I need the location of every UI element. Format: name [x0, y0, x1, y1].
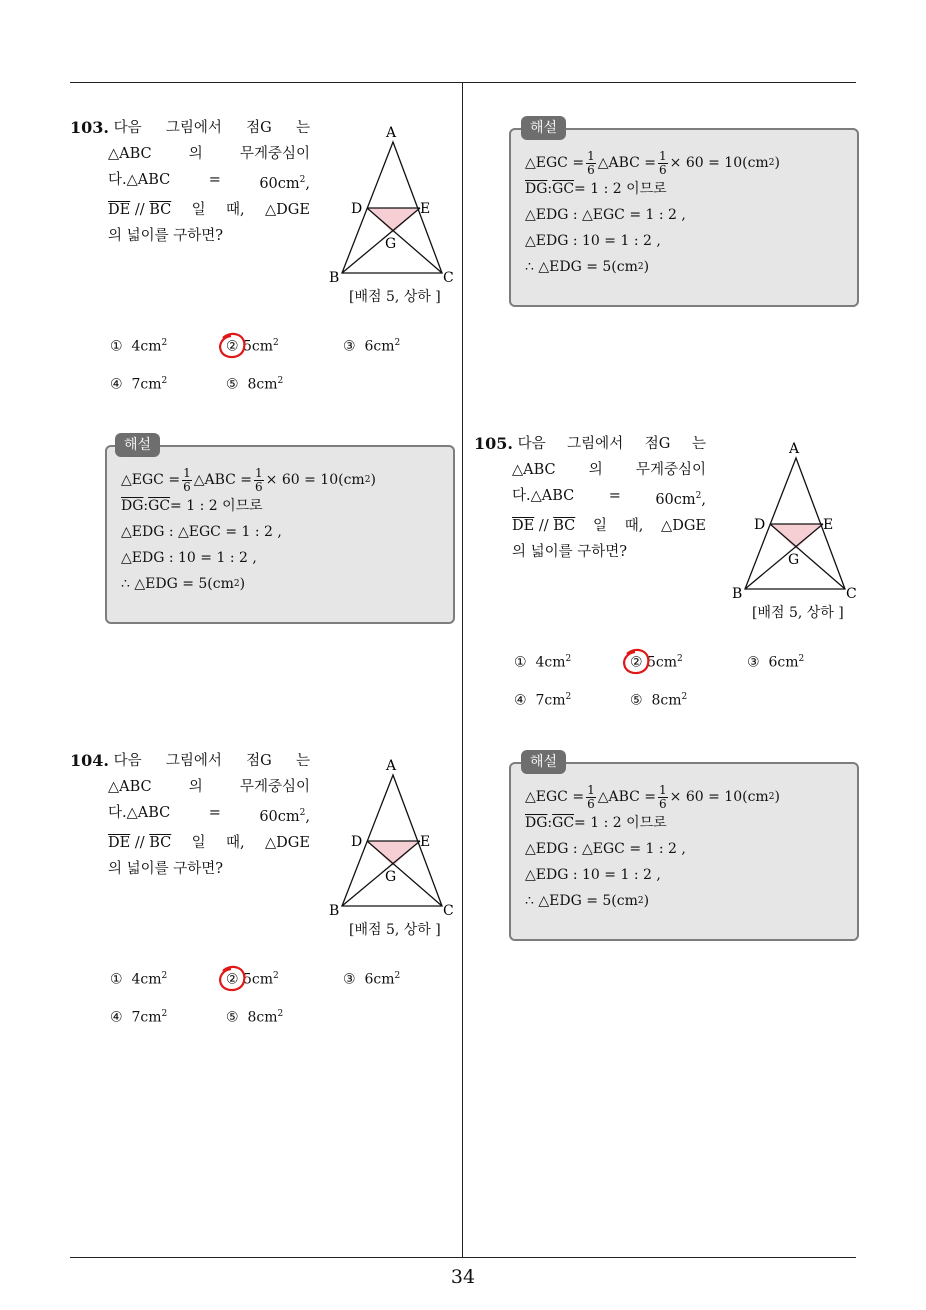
stem-word: 다.△ABC	[512, 488, 575, 504]
label-d: D	[754, 517, 766, 533]
label-d: D	[351, 201, 363, 217]
stem-word: 그림에서	[165, 120, 222, 136]
solution-tag: 해설	[521, 750, 566, 774]
answer-mark-icon	[621, 648, 655, 678]
label-e: E	[823, 517, 834, 533]
triangle-diagram	[325, 755, 465, 920]
solution-body: △EGC = $\frac{1}{6}$ △ABC = $\frac{1}{6}$ × 60 = 10(cm 2 ) $\overline{DG}$ : $\overline{GC}$ = 1 : 2 이므로 △EDG : △EGC = 1 : 2 , △EDG : 10 = 1 : 2 , ∴ △EDG = 5(cm 2 )	[121, 465, 376, 592]
source-label: [배점 5, 상하 ]	[349, 289, 441, 305]
stem-word: 다음	[113, 753, 142, 769]
label-c: C	[443, 903, 454, 919]
stem-line: 의 넓이를 구하면?	[108, 860, 224, 877]
solution-box-104	[509, 120, 859, 307]
stem-parallel: $\overline{DE} // \overline{BC}$	[108, 834, 172, 851]
solution-body: △EGC = $\frac{1}{6}$ △ABC = $\frac{1}{6}$ × 60 = 10(cm 2 ) $\overline{DG}$ : $\overline{GC}$ = 1 : 2 이므로 △EDG : △EGC = 1 : 2 , △EDG : 10 = 1 : 2 , ∴ △EDG = 5(cm 2 )	[525, 148, 780, 275]
stem-word: 때,	[226, 201, 245, 218]
stem-word: △ABC	[108, 146, 152, 162]
stem-word: 일	[191, 201, 206, 218]
label-a: A	[386, 125, 397, 141]
stem-word: △DGE	[265, 834, 310, 851]
solution-box-103	[105, 437, 455, 624]
choice-4[interactable]: ④ $7cm^2$	[110, 1009, 168, 1026]
label-c: C	[443, 270, 454, 286]
stem-word: 점G	[644, 436, 671, 452]
answer-mark-icon	[217, 332, 251, 362]
answer-mark-icon	[217, 965, 251, 995]
question-stem	[474, 431, 706, 565]
label-e: E	[420, 834, 431, 850]
bottom-rule	[70, 1257, 856, 1258]
solution-body: △EGC = $\frac{1}{6}$ △ABC = $\frac{1}{6}$ × 60 = 10(cm 2 ) $\overline{DG}$ : $\overline{GC}$ = 1 : 2 이므로 △EDG : △EGC = 1 : 2 , △EDG : 10 = 1 : 2 , ∴ △EDG = 5(cm 2 )	[525, 782, 780, 909]
question-number: 105.	[474, 434, 513, 453]
choice-1[interactable]: ① $4cm^2$	[514, 654, 572, 671]
stem-word: =	[208, 172, 221, 188]
stem-word: 무게중심이	[635, 462, 706, 478]
stem-word: 그림에서	[165, 753, 222, 769]
triangle-diagram	[728, 438, 868, 603]
stem-word: 무게중심이	[239, 146, 310, 162]
stem-parallel: $\overline{DE} // \overline{BC}$	[108, 201, 172, 218]
stem-word: 는	[295, 120, 310, 136]
stem-word: 다음	[517, 436, 546, 452]
choice-3[interactable]: ③ $6cm^2$	[343, 338, 401, 355]
question-stem	[70, 115, 310, 249]
choice-2[interactable]: ② $5cm^2$	[630, 654, 683, 671]
question-number: 104.	[70, 751, 109, 770]
label-b: B	[329, 903, 340, 919]
source-label: [배점 5, 상하 ]	[752, 605, 844, 621]
solution-tag: 해설	[521, 116, 566, 140]
choice-4[interactable]: ④ $7cm^2$	[514, 692, 572, 709]
choice-5[interactable]: ⑤ $8cm^2$	[630, 692, 688, 709]
choice-4[interactable]: ④ $7cm^2$	[110, 376, 168, 393]
label-c: C	[846, 586, 857, 602]
stem-word: 점G	[246, 753, 272, 769]
choice-5[interactable]: ⑤ $8cm^2$	[226, 376, 284, 393]
question-stem	[70, 748, 310, 882]
choice-1[interactable]: ① $4cm^2$	[110, 971, 168, 988]
stem-word: △DGE	[265, 201, 310, 218]
triangle-diagram	[325, 122, 465, 287]
stem-word: 다.△ABC	[108, 805, 171, 821]
label-a: A	[386, 758, 397, 774]
stem-word: 의	[188, 779, 203, 795]
stem-word: △ABC	[512, 462, 556, 478]
stem-word: $60cm^2$,	[259, 175, 310, 192]
solution-tag: 해설	[115, 433, 160, 457]
top-rule	[70, 82, 856, 83]
choice-2[interactable]: ② $5cm^2$	[226, 971, 279, 988]
stem-word: 무게중심이	[239, 779, 310, 795]
stem-word: 는	[691, 436, 706, 452]
stem-word: △DGE	[661, 517, 706, 534]
label-a: A	[789, 441, 800, 457]
triangle-figure-103	[325, 122, 465, 305]
choice-3[interactable]: ③ $6cm^2$	[343, 971, 401, 988]
label-b: B	[329, 270, 340, 286]
label-g: G	[788, 552, 800, 568]
label-e: E	[420, 201, 431, 217]
stem-word: $60cm^2$,	[655, 491, 706, 508]
triangle-figure-104	[325, 755, 465, 938]
stem-word: 때,	[226, 834, 245, 851]
choice-1[interactable]: ① $4cm^2$	[110, 338, 168, 355]
stem-line: 의 넓이를 구하면?	[512, 543, 628, 560]
choice-5[interactable]: ⑤ $8cm^2$	[226, 1009, 284, 1026]
stem-word: 그림에서	[567, 436, 624, 452]
label-b: B	[732, 586, 743, 602]
stem-word: 일	[592, 517, 607, 534]
stem-word: 는	[295, 753, 310, 769]
stem-word: 일	[191, 834, 206, 851]
page-number: 34	[450, 1266, 476, 1288]
solution-box-105	[509, 754, 859, 941]
choice-2[interactable]: ② $5cm^2$	[226, 338, 279, 355]
stem-word: 점G	[246, 120, 272, 136]
stem-word: $60cm^2$,	[259, 808, 310, 825]
stem-word: =	[608, 488, 621, 504]
question-number: 103.	[70, 118, 109, 137]
stem-parallel: $\overline{DE} // \overline{BC}$	[512, 517, 576, 534]
label-g: G	[385, 236, 397, 252]
stem-word: =	[208, 805, 221, 821]
choice-3[interactable]: ③ $6cm^2$	[747, 654, 805, 671]
source-label: [배점 5, 상하 ]	[349, 922, 441, 938]
stem-word: 의	[188, 146, 203, 162]
stem-word: 다음	[113, 120, 142, 136]
stem-word: 때,	[624, 517, 644, 534]
stem-word: 의	[588, 462, 603, 478]
stem-line: 의 넓이를 구하면?	[108, 227, 224, 244]
triangle-figure-105	[728, 438, 868, 621]
label-g: G	[385, 869, 397, 885]
stem-word: 다.△ABC	[108, 172, 171, 188]
stem-word: △ABC	[108, 779, 152, 795]
label-d: D	[351, 834, 363, 850]
